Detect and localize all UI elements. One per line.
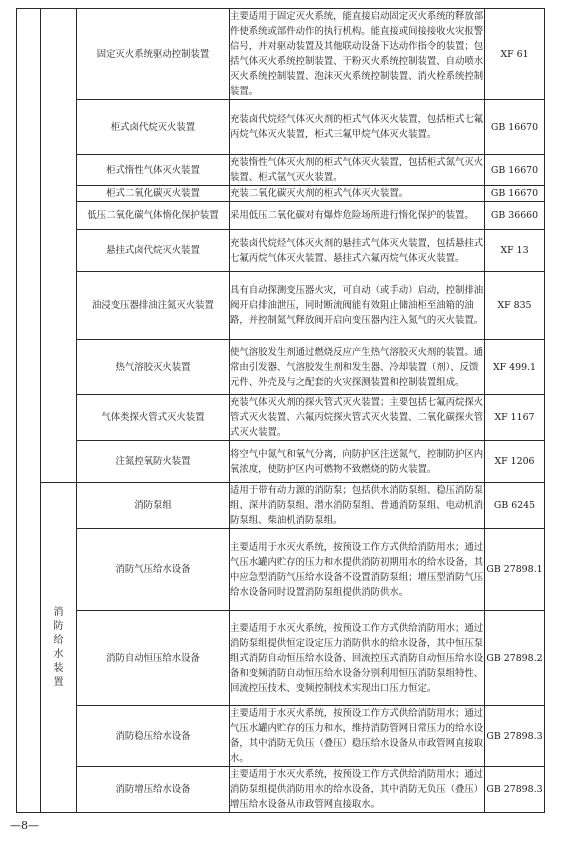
product-name-cell: 消防稳压给水设备	[77, 706, 230, 767]
standard-code-cell: XF 61	[485, 9, 545, 100]
product-name-cell: 柜式卤代烷灭火装置	[77, 100, 230, 155]
product-spec-table	[16, 8, 545, 813]
standard-code-cell: XF 1167	[485, 395, 545, 441]
standard-code-cell: XF 13	[485, 230, 545, 272]
table-row	[17, 483, 545, 529]
product-name-cell: 注氮控氧防火装置	[77, 441, 230, 483]
table-row	[17, 272, 545, 340]
product-name-cell: 固定灭火系统驱动控制装置	[77, 9, 230, 100]
standard-code-cell: GB 16670	[485, 100, 545, 155]
product-description-cell: 主要适用于水灭火系统，按预设工作方式供给消防用水；通过消防泵组提供消防用水的给水设备，其中消防无负压（叠压）增压给水设备从市政管网直接取水。	[230, 767, 485, 813]
standard-code-cell: GB 16670	[485, 186, 545, 202]
product-description-cell: 充装气体灭火剂的探火管式灭火装置；主要包括七氟丙烷探火管式灭火装置、六氟丙烷探火管式灭火装置、二氧化碳探火管式灭火装置。	[230, 395, 485, 441]
product-name-cell: 消防自动恒压给水设备	[77, 611, 230, 706]
standard-code-cell: GB 6245	[485, 483, 545, 529]
product-name-cell: 柜式二氧化碳灭火装置	[77, 186, 230, 202]
table-row	[17, 186, 545, 202]
page-number: —8—	[10, 819, 39, 832]
standard-code-cell: GB 27898.2	[485, 611, 545, 706]
table-row	[17, 767, 545, 813]
product-description-cell: 主要适用于固定灭火系统，能直接启动固定灭火系统的释放部件使系统或部件动作的执行机构。能直接或间接接收火灾报警信号，并对驱动装置及其他联动设备下达动作指令的装置；包括气体灭火系统控制装置、干粉灭火系统控制装置、自动喷水灭火系统控制装置、泡沫灭火系统控制装置、消火栓系统控制装置。	[230, 9, 485, 100]
table-row	[17, 155, 545, 186]
standard-code-cell: XF 499.1	[485, 340, 545, 395]
product-description-cell: 主要适用于水灭火系统，按预设工作方式供给消防用水；通过消防泵组提供恒定设定压力消防供水的给水设备，其中恒压泵组式消防自动恒压给水设备、回流控压式消防自动恒压给水设备和变频消防自动恒压给水设备分别利用恒压消防泵组特性、回流控压技术、变频控制技术实现出口压力恒定。	[230, 611, 485, 706]
standard-code-cell: XF 835	[485, 272, 545, 340]
product-description-cell: 充装卤代烷烃气体灭火剂的柜式气体灭火装置，包括柜式七氟丙烷气体灭火装置，柜式三氟甲烷气体灭火装置。	[230, 100, 485, 155]
product-description-cell: 将空气中氮气和氧气分离，向防护区注送氮气，控制防护区内氧浓度，使防护区内可燃物不致燃烧的防火装置。	[230, 441, 485, 483]
product-description-cell: 使气溶胶发生剂通过燃烧反应产生热气溶胶灭火剂的装置。通常由引发器、气溶胶发生剂和发生器、冷却装置（剂）、反馈元件、外壳及与之配套的火灾探测装置和控制装置组成。	[230, 340, 485, 395]
spec-table-region	[16, 8, 544, 813]
product-description-cell: 适用于带有动力源的消防泵；包括供水消防泵组、稳压消防泵组、深井消防泵组、潜水消防泵组、普通消防泵组、电动机消防泵组、柴油机消防泵组。	[230, 483, 485, 529]
standard-code-cell: GB 27898.3	[485, 706, 545, 767]
product-description-cell: 主要适用于水灭火系统，按预设工作方式供给消防用水；通过气压水罐内贮存的压力和水，维持消防管网日常压力的给水设备，其中消防无负压（叠压）稳压给水设备从市政管网直接取水。	[230, 706, 485, 767]
major-category-cell	[17, 9, 41, 813]
category-label: 消防给水装置	[53, 606, 64, 688]
table-body	[17, 9, 545, 813]
product-name-cell: 热气溶胶灭火装置	[77, 340, 230, 395]
product-name-cell: 消防泵组	[77, 483, 230, 529]
table-row	[17, 611, 545, 706]
standard-code-cell: XF 1206	[485, 441, 545, 483]
product-name-cell: 柜式惰性气体灭火装置	[77, 155, 230, 186]
product-description-cell: 充装惰性气体灭火剂的柜式气体灭火装置，包括柜式氮气灭火装置、柜式氩气灭火装置。	[230, 155, 485, 186]
table-row	[17, 441, 545, 483]
table-row	[17, 9, 545, 100]
product-description-cell: 主要适用于水灭火系统，按预设工作方式供给消防用水；通过气压水罐内贮存的压力和水提供消防初期用水的给水设备，其中应急型消防气压给水设备不设置消防泵组；增压型消防气压给水设备同时设置消防泵组提供消防供水。	[230, 529, 485, 611]
product-name-cell: 悬挂式卤代烷灭火装置	[77, 230, 230, 272]
table-row	[17, 706, 545, 767]
product-description-cell: 具有自动探测变压器火灾，可自动（或手动）启动，控制排油阀开启排油泄压，同时断流阀能有效阻止储油柜至油箱的油路，并控制氮气释放阀开启向变压器内注入氮气的灭火装置。	[230, 272, 485, 340]
table-row	[17, 529, 545, 611]
product-name-cell: 消防气压给水设备	[77, 529, 230, 611]
standard-code-cell: GB 27898.1	[485, 529, 545, 611]
table-row	[17, 395, 545, 441]
table-row	[17, 230, 545, 272]
table-row	[17, 100, 545, 155]
product-name-cell: 低压二氧化碳气体惰化保护装置	[77, 202, 230, 230]
table-row	[17, 202, 545, 230]
table-row	[17, 340, 545, 395]
product-description-cell: 充装卤代烷烃气体灭火剂的悬挂式气体灭火装置，包括悬挂式七氟丙烷气体灭火装置、悬挂式六氟丙烷气体灭火装置。	[230, 230, 485, 272]
standard-code-cell: GB 27898.3	[485, 767, 545, 813]
product-description-cell: 采用低压二氧化碳对有爆炸危险场所进行惰化保护的装置。	[230, 202, 485, 230]
product-description-cell: 充装二氧化碳灭火剂的柜式气体灭火装置。	[230, 186, 485, 202]
product-name-cell: 消防增压给水设备	[77, 767, 230, 813]
product-name-cell: 气体类探火管式灭火装置	[77, 395, 230, 441]
category-cell-water-supply	[41, 483, 77, 813]
standard-code-cell: GB 16670	[485, 155, 545, 186]
standard-code-cell: GB 36660	[485, 202, 545, 230]
product-name-cell: 油浸变压器排油注氮灭火装置	[77, 272, 230, 340]
category-cell-upper	[41, 9, 77, 483]
